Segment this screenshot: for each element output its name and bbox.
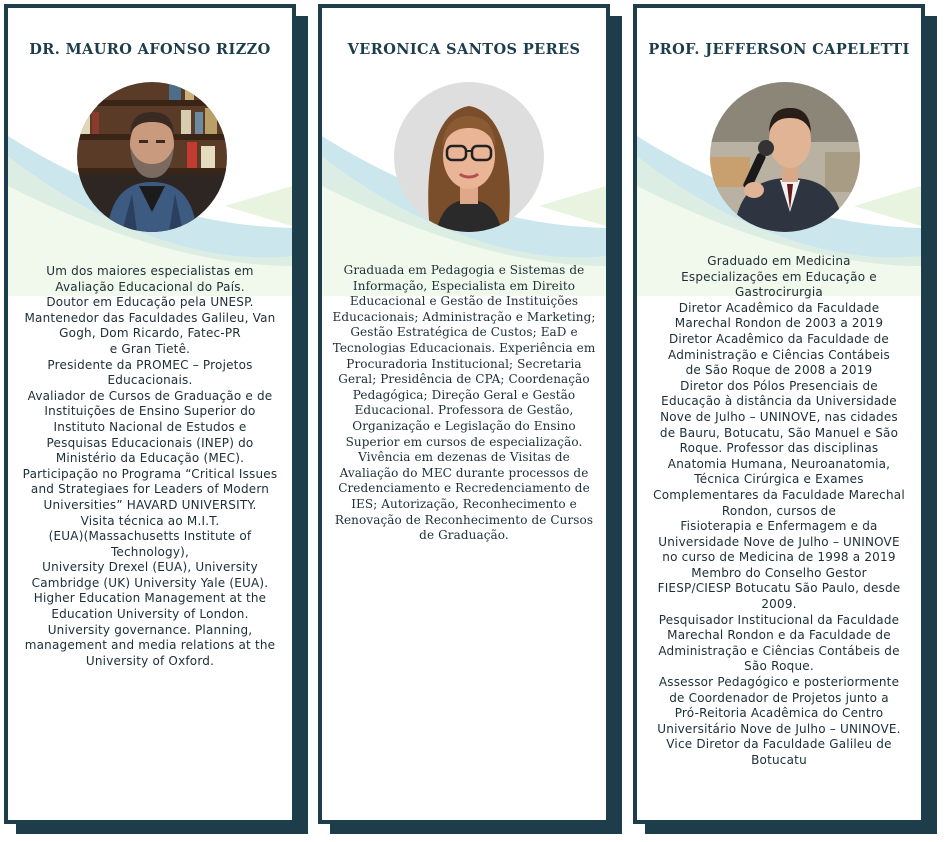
portrait-photo	[710, 82, 860, 232]
profile-name: DR. MAURO AFONSO RIZZO	[29, 41, 271, 58]
portrait-photo	[77, 82, 227, 232]
profile-card-veronica	[318, 4, 614, 834]
card-frame	[4, 4, 296, 824]
card-frame	[633, 4, 925, 824]
card-frame	[318, 4, 610, 824]
profile-bio: Um dos maiores especialistas em Avaliação Educacional do País. Doutor em Educação pela UNESP. Mantenedor das Faculdades Galileu, Van Gogh, Dom Ricardo, Fatec-PR e Gran Tietê. Presidente da PROMEC – Projetos Educacionais. Avaliador de Cursos de Graduação e de Instituições de Ensino Superior do Instituto Nacional de Estudos e Pesquisas Educacionais (INEP) do Ministério da Educação (MEC). Participação no Programa “Critical Issues and Strategiaes for Leaders of Modern Universities” HAVARD UNIVERSITY. Visita técnica ao M.I.T. (EUA)(Massachusetts Institute of Technology), University Drexel (EUA), University Cambridge (UK) University Yale (EUA). Higher Education Management at the Education University of London. University governance. Planning, management and media relations at the University of Oxford.	[22, 264, 278, 668]
portrait-woman-glasses-icon	[394, 82, 544, 232]
portrait-man-microphone-icon	[710, 82, 860, 232]
profile-bio: Graduado em Medicina Especializações em Educação e Gastrocirurgia Diretor Acadêmico da Faculdade Marechal Rondon de 2003 a 2019 Diretor Acadêmico da Faculdade de Administração e Ciências Contábeis de São Roque de 2008 a 2019 Diretor dos Pólos Presenciais de Educação à distância da Universidade Nove de Julho – UNINOVE, nas cidades de Bauru, Botucatu, São Manuel e São Roque. Professor das disciplinas Anatomia Humana, Neuroanatomia, Técnica Cirúrgica e Exames Complementares da Faculdade Marechal Rondon, cursos de Fisioterapia e Enfermagem e da Universidade Nove de Julho – UNINOVE no curso de Medicina de 1998 a 2019 Membro do Conselho Gestor FIESP/CIESP Botucatu São Paulo, desde 2009. Pesquisador Institucional da Faculdade Marechal Rondon e da Faculdade de Administração e Ciências Contábeis de São Roque. Assessor Pedagógico e posteriormente de Coordenador de Projetos junto a Pró-Reitoria Acadêmica do Centro Universitário Nove de Julho – UNINOVE. Vice Diretor da Faculdade Galileu de Botucatu	[653, 254, 905, 767]
profile-name: VERONICA SANTOS PERES	[347, 41, 581, 58]
profile-name: PROF. JEFFERSON CAPELETTI	[648, 41, 910, 58]
profile-card-mauro	[4, 4, 300, 834]
portrait-photo	[394, 82, 544, 232]
portrait-man-bookshelf-icon	[77, 82, 227, 232]
profile-bio: Graduada em Pedagogia e Sistemas de Informação, Especialista em Direito Educacional e Gestão de Instituições Educacionais; Administração e Marketing; Gestão Estratégica de Custos; EaD e Tecnologias Educacionais. Experiência em Procuradoria Institucional; Secretaria Geral; Presidência de CPA; Coordenação Pedagógica; Direção Geral e Gestão Educacional. Professora de Gestão, Organização e Legislação do Ensino Superior em cursos de especialização. Vivência em dezenas de Visitas de Avaliação do MEC durante processos de Credenciamento e Recredenciamento de IES; Autorização, Reconhecimento e Renovação de Reconhecimento de Cursos de Graduação.	[332, 263, 596, 543]
profile-card-jefferson	[633, 4, 929, 834]
